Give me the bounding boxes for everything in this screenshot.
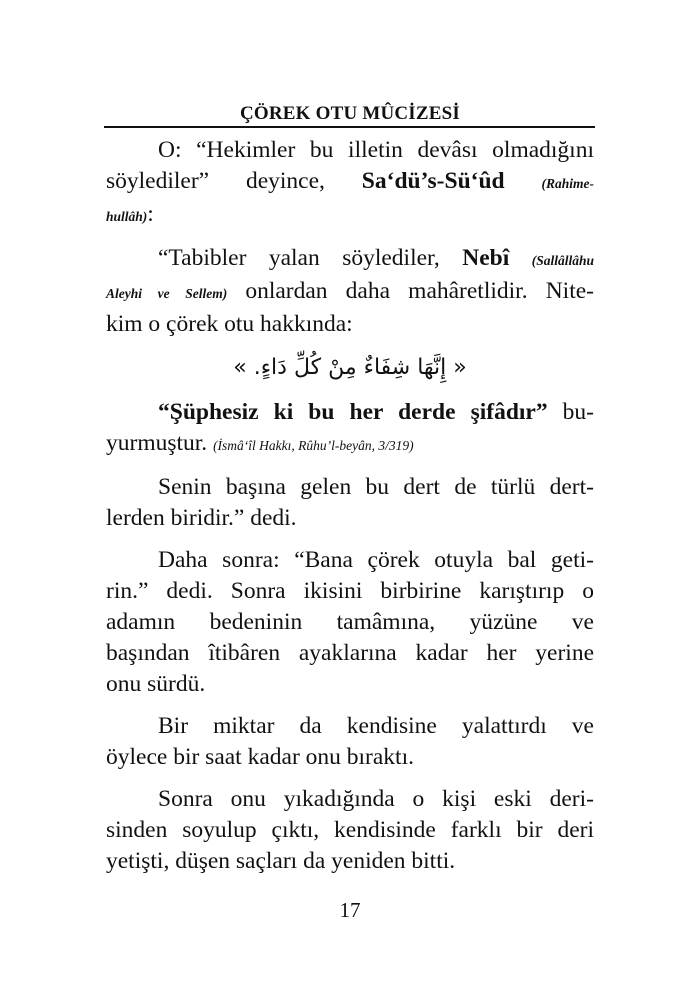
text-line: Bir miktar da kendisine yalattırdı ve [158,713,594,739]
body-text [106,135,594,888]
paragraph-1 [106,135,594,232]
paragraph-4 [106,472,594,534]
text-fragment: onlardan daha mahâretlidir. Nite- [245,278,594,304]
text-line: O: “Hekimler bu illetin devâsı olmadığını [158,137,594,163]
person-name: Nebî [462,245,510,271]
paragraph-7 [106,784,594,877]
text-line: başından îtibâren ayaklarına kadar her yerine [106,640,594,666]
arabic-hadith-quote: « إِنَّهَا شِفَاءٌ مِنْ كُلِّ دَاءٍ. » [233,355,467,380]
honorific-cont: hullâh) [106,209,148,224]
text-fragment: bu- [562,399,594,425]
text-line: onu sürdü. [106,671,206,697]
text-line: öylece bir saat kadar onu bıraktı. [106,744,414,770]
person-name: Sa‘dü’s-Sü‘ûd [361,168,505,194]
text-line: rin.” dedi. Sonra ikisini birbirine karıştırıp o [106,578,594,604]
text-line [106,199,594,232]
header-rule [104,126,595,128]
text-line [106,428,594,461]
colon: : [147,201,154,227]
paragraph-6 [106,711,594,773]
citation: (İsmâ‘îl Hakkı, Rûhu’l-beyân, 3/319) [213,438,414,453]
text-line: adamın bedeninin tamâmına, yüzüne ve [106,609,594,635]
running-title: ÇÖREK OTU MÛCİZESİ [239,103,461,124]
text-line [106,397,594,428]
paragraph-2 [106,243,594,340]
translation-quote: “Şüphesiz ki bu her derde şifâdır” [158,399,548,425]
paragraph-5 [106,545,594,700]
text-line: sinden soyulup çıktı, kendisinde farklı bir deri [106,817,594,843]
text-line: lerden biridir.” dedi. [106,505,297,531]
honorific: (Sallâllâhu [531,253,595,268]
text-fragment: söylediler” deyince, [106,168,325,194]
text-line: Senin başına gelen bu dert de türlü dert- [158,474,594,500]
text-line: yetişti, düşen saçları da yeniden bitti. [106,848,456,874]
text-fragment: “Tabibler yalan söylediler, [158,245,440,271]
text-line [106,166,594,199]
paragraph-3 [106,397,594,461]
text-line [106,276,594,309]
honorific-cont: Aleyhi ve Sellem) [106,286,228,301]
page-number: 17 [339,898,361,922]
text-line: Sonra onu yıkadığında o kişi eski deri- [158,786,594,812]
text-line: Daha sonra: “Bana çörek otuyla bal geti- [158,547,594,573]
text-line: kim o çörek otu hakkında: [106,311,353,337]
text-fragment: yurmuştur. [106,430,208,456]
honorific: (Rahime- [541,176,594,191]
text-line [106,243,594,276]
